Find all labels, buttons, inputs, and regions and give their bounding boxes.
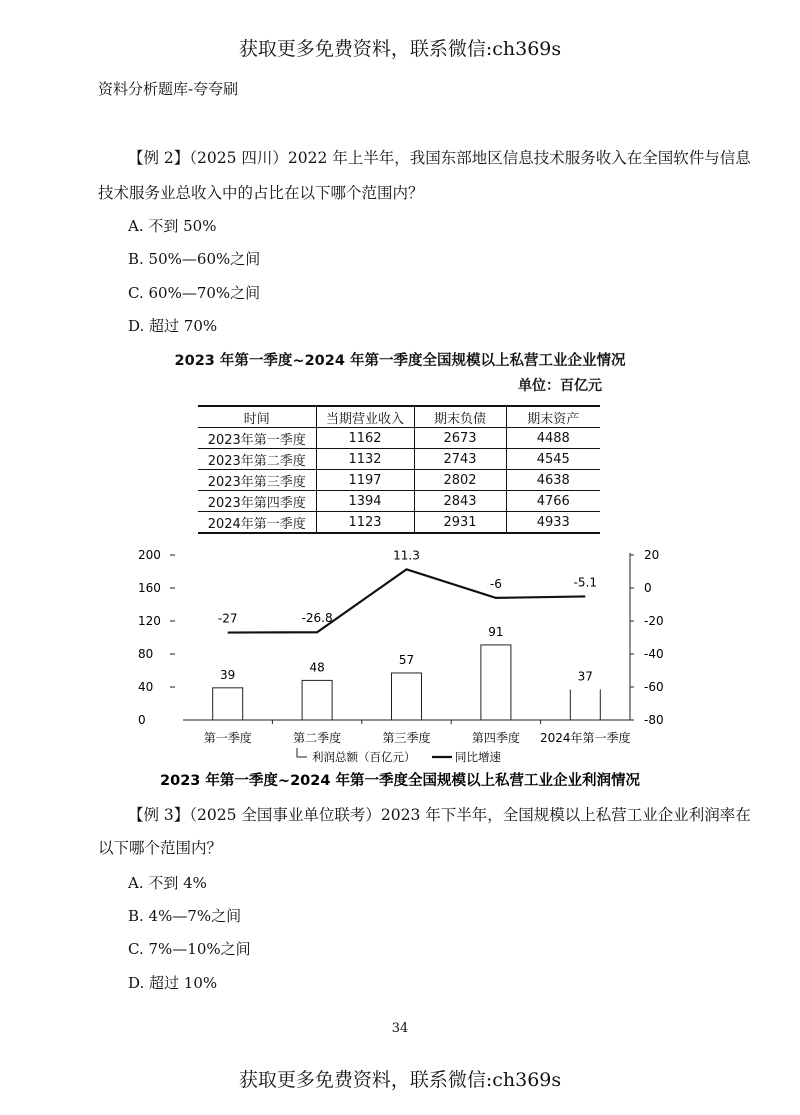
table-cell: 2743 [414, 449, 506, 470]
bar-value-label: 39 [220, 667, 236, 682]
example-3-question-line2: 以下哪个范围内？ [98, 839, 223, 857]
line-value-label: -6 [489, 576, 502, 591]
table-cell: 1132 [316, 449, 414, 470]
profit-chart [0, 540, 800, 795]
table-cell: 1162 [316, 428, 414, 449]
x-category-label: 第四季度 [471, 731, 520, 745]
left-tick-label: 0 [138, 713, 146, 727]
table-row [198, 512, 600, 534]
x-category-label: 第三季度 [382, 731, 431, 745]
table-cell: 1123 [316, 512, 414, 534]
table-row [198, 470, 600, 491]
table-cell: 2673 [414, 428, 506, 449]
table-header-cell: 时间 [243, 411, 270, 427]
table-cell: 4488 [506, 428, 600, 449]
table-unit: 单位：百亿元 [518, 378, 602, 394]
table-cell: 4933 [506, 512, 600, 534]
table-row [198, 491, 600, 512]
right-tick-label: -20 [644, 614, 664, 628]
left-tick-label: 200 [138, 548, 161, 562]
example-3-option-a: A. 不到 4% [128, 874, 207, 892]
document-header: 资料分析题库-夸夸刷 [98, 80, 239, 98]
example-3-option-d: D. 超过 10% [128, 974, 218, 992]
legend-bar-label: 利润总额（百亿元） [312, 750, 416, 764]
table-cell: 2802 [414, 470, 506, 491]
table-cell: 2843 [414, 491, 506, 512]
left-tick-label: 80 [138, 647, 154, 661]
line-value-label: -5.1 [573, 575, 598, 590]
table-cell: 2023年第四季度 [207, 495, 306, 511]
table-header-cell: 期末资产 [506, 406, 600, 428]
table-cell: 2023年第二季度 [207, 453, 306, 469]
table-header-row [198, 406, 600, 428]
table-title: 2023 年第一季度~2024 年第一季度全国规模以上私营工业企业情况 [174, 353, 626, 369]
right-tick-label: -80 [644, 713, 664, 727]
top-banner: 获取更多免费资料，联系微信:ch369s [238, 38, 562, 60]
right-tick-label: -60 [644, 680, 664, 694]
table-cell: 1197 [316, 470, 414, 491]
right-tick-label: 0 [644, 581, 652, 595]
bar [213, 688, 243, 720]
left-tick-label: 120 [138, 614, 161, 628]
bar [481, 645, 511, 720]
left-tick-label: 160 [138, 581, 161, 595]
table-row [198, 449, 600, 470]
legend-line-label: 同比增速 [455, 750, 501, 764]
data-table [198, 405, 600, 534]
growth-line [228, 569, 586, 632]
example-2-option-c: C. 60%—70%之间 [128, 284, 261, 302]
example-2-question-line2: 技术服务业总收入中的占比在以下哪个范围内？ [98, 184, 424, 202]
table-header-cell: 期末负债 [414, 406, 506, 428]
bar-value-label: 37 [577, 669, 593, 684]
example-2-question-line1: 【例 2】（2025 四川）2022 年上半年，我国东部地区信息技术服务收入在全国软件与信息 [128, 149, 751, 167]
table-cell: 4545 [506, 449, 600, 470]
x-category-label: 第一季度 [203, 731, 252, 745]
bar-value-label: 48 [309, 660, 325, 675]
bar-value-label: 91 [488, 624, 504, 639]
table-cell: 4766 [506, 491, 600, 512]
legend-bar-swatch [297, 748, 307, 757]
table-cell: 2023年第一季度 [207, 432, 306, 448]
example-2-option-b: B. 50%—60%之间 [128, 250, 261, 268]
line-value-label: 11.3 [393, 548, 420, 563]
page-number: 34 [391, 1021, 409, 1036]
example-3-option-c: C. 7%—10%之间 [128, 940, 251, 958]
table-cell: 2024年第一季度 [207, 516, 306, 532]
example-2-option-d: D. 超过 70% [128, 317, 218, 335]
right-tick-label: 20 [644, 548, 660, 562]
chart-title: 2023 年第一季度~2024 年第一季度全国规模以上私营工业企业利润情况 [160, 773, 640, 789]
x-category-label: 2024年第一季度 [540, 731, 631, 745]
table-cell: 1394 [316, 491, 414, 512]
example-3-option-b: B. 4%—7%之间 [128, 907, 242, 925]
line-value-label: -26.8 [301, 611, 333, 626]
line-value-label: -27 [217, 611, 238, 626]
left-tick-label: 40 [138, 680, 154, 694]
table-header-cell: 当期营业收入 [316, 406, 414, 428]
bar-value-label: 57 [398, 652, 415, 667]
table-row [198, 428, 600, 449]
table-cell: 2023年第三季度 [207, 474, 306, 490]
table-cell: 2931 [414, 512, 506, 534]
bottom-banner: 获取更多免费资料，联系微信:ch369s [238, 1069, 562, 1091]
bar [302, 680, 332, 720]
example-3-question-line1: 【例 3】（2025 全国事业单位联考）2023 年下半年，全国规模以上私营工业企业利润率在 [128, 806, 751, 824]
table-cell: 4638 [506, 470, 600, 491]
right-tick-label: -40 [644, 647, 664, 661]
x-category-label: 第二季度 [293, 731, 342, 745]
example-2-option-a: A. 不到 50% [128, 217, 217, 235]
bar [392, 673, 422, 720]
